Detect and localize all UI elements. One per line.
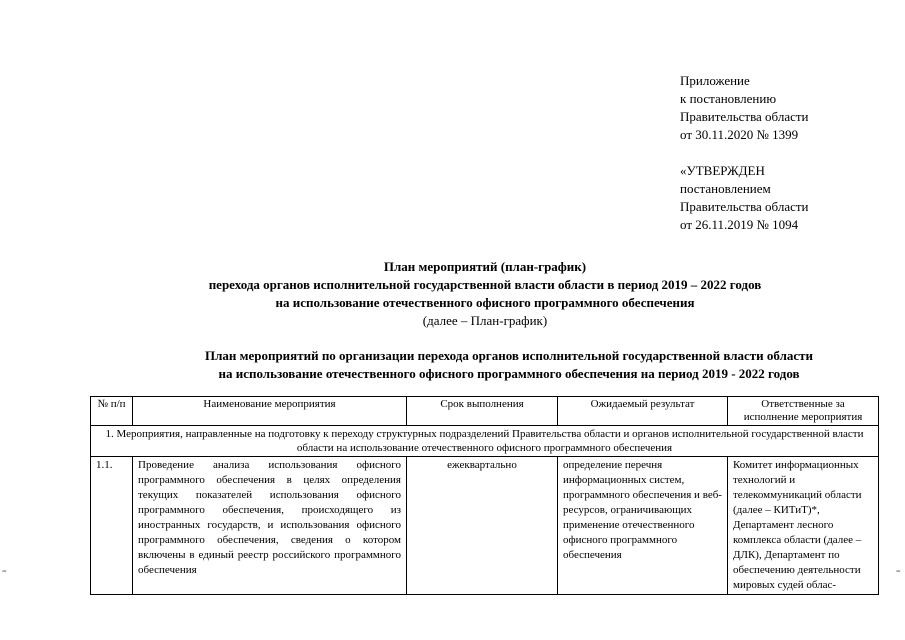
cell-result: определение перечня информационных систем, программного обеспечения и веб-ресурсов, ограничивающих применение отечественного офисного программного обеспечения <box>558 457 728 595</box>
section-title: 1. Мероприятия, направленные на подготовку к переходу структурных подразделений Правительства области и органов исполнительной государственной власти области на использование отечественного офисного программного обеспечения <box>91 426 879 457</box>
plan-table <box>90 396 879 595</box>
section-row <box>91 426 879 457</box>
appendix-block <box>680 72 895 144</box>
document-title <box>0 258 905 330</box>
title-line: перехода органов исполнительной государственной власти области в период 2019 – 2022 годов <box>208 277 762 292</box>
table-header-row <box>91 397 879 426</box>
appendix-line: Правительства области <box>680 109 809 124</box>
approved-line: от 26.11.2019 № 1094 <box>680 217 799 232</box>
cell-num: 1.1. <box>91 457 133 595</box>
header-responsible: Ответственные за исполнение мероприятия <box>728 397 879 426</box>
cell-name: Проведение анализа использования офисного программного обеспечения в целях определения текущих показателей использования офисного программного обеспечения, происходящего из иностранных государств, и использования офисного программного обеспечения, сведения о котором включены в единый реестр российского программного обеспечения <box>133 457 407 595</box>
table-row <box>91 457 879 595</box>
approved-block <box>680 162 809 234</box>
approved-line: постановлением <box>680 181 771 196</box>
left-edge-mark: = <box>2 567 7 576</box>
document-subtitle <box>0 347 905 383</box>
right-edge-mark: = <box>896 567 901 576</box>
subtitle-line: на использование отечественного офисного программного обеспечения на период 2019 - 2022 годов <box>218 366 800 381</box>
approved-line: Правительства области <box>680 199 809 214</box>
header-result: Ожидаемый результат <box>558 397 728 426</box>
subtitle-line: План мероприятий по организации перехода органов исполнительной государственной власти области <box>204 348 814 363</box>
approved-line: «УТВЕРЖДЕН <box>680 163 765 178</box>
appendix-line: к постановлению <box>680 91 777 106</box>
cell-responsible: Комитет информационных технологий и телекоммуникаций области (далее – КИТиТ)*, Департамент лесного комплекса области (далее – ДЛК), Департамент по обеспечению деятельности мировых судей облас- <box>728 457 879 595</box>
header-name: Наименование мероприятия <box>133 397 407 426</box>
cell-term: ежеквартально <box>407 457 558 595</box>
title-line: на использование отечественного офисного программного обеспечения <box>275 295 695 310</box>
appendix-line: от 30.11.2020 № 1399 <box>680 127 799 142</box>
header-term: Срок выполнения <box>407 397 558 426</box>
appendix-line: Приложение <box>680 73 750 88</box>
title-line: План мероприятий (план-график) <box>383 259 587 274</box>
title-line: (далее – План-график) <box>422 313 548 328</box>
header-num: № п/п <box>91 397 133 426</box>
